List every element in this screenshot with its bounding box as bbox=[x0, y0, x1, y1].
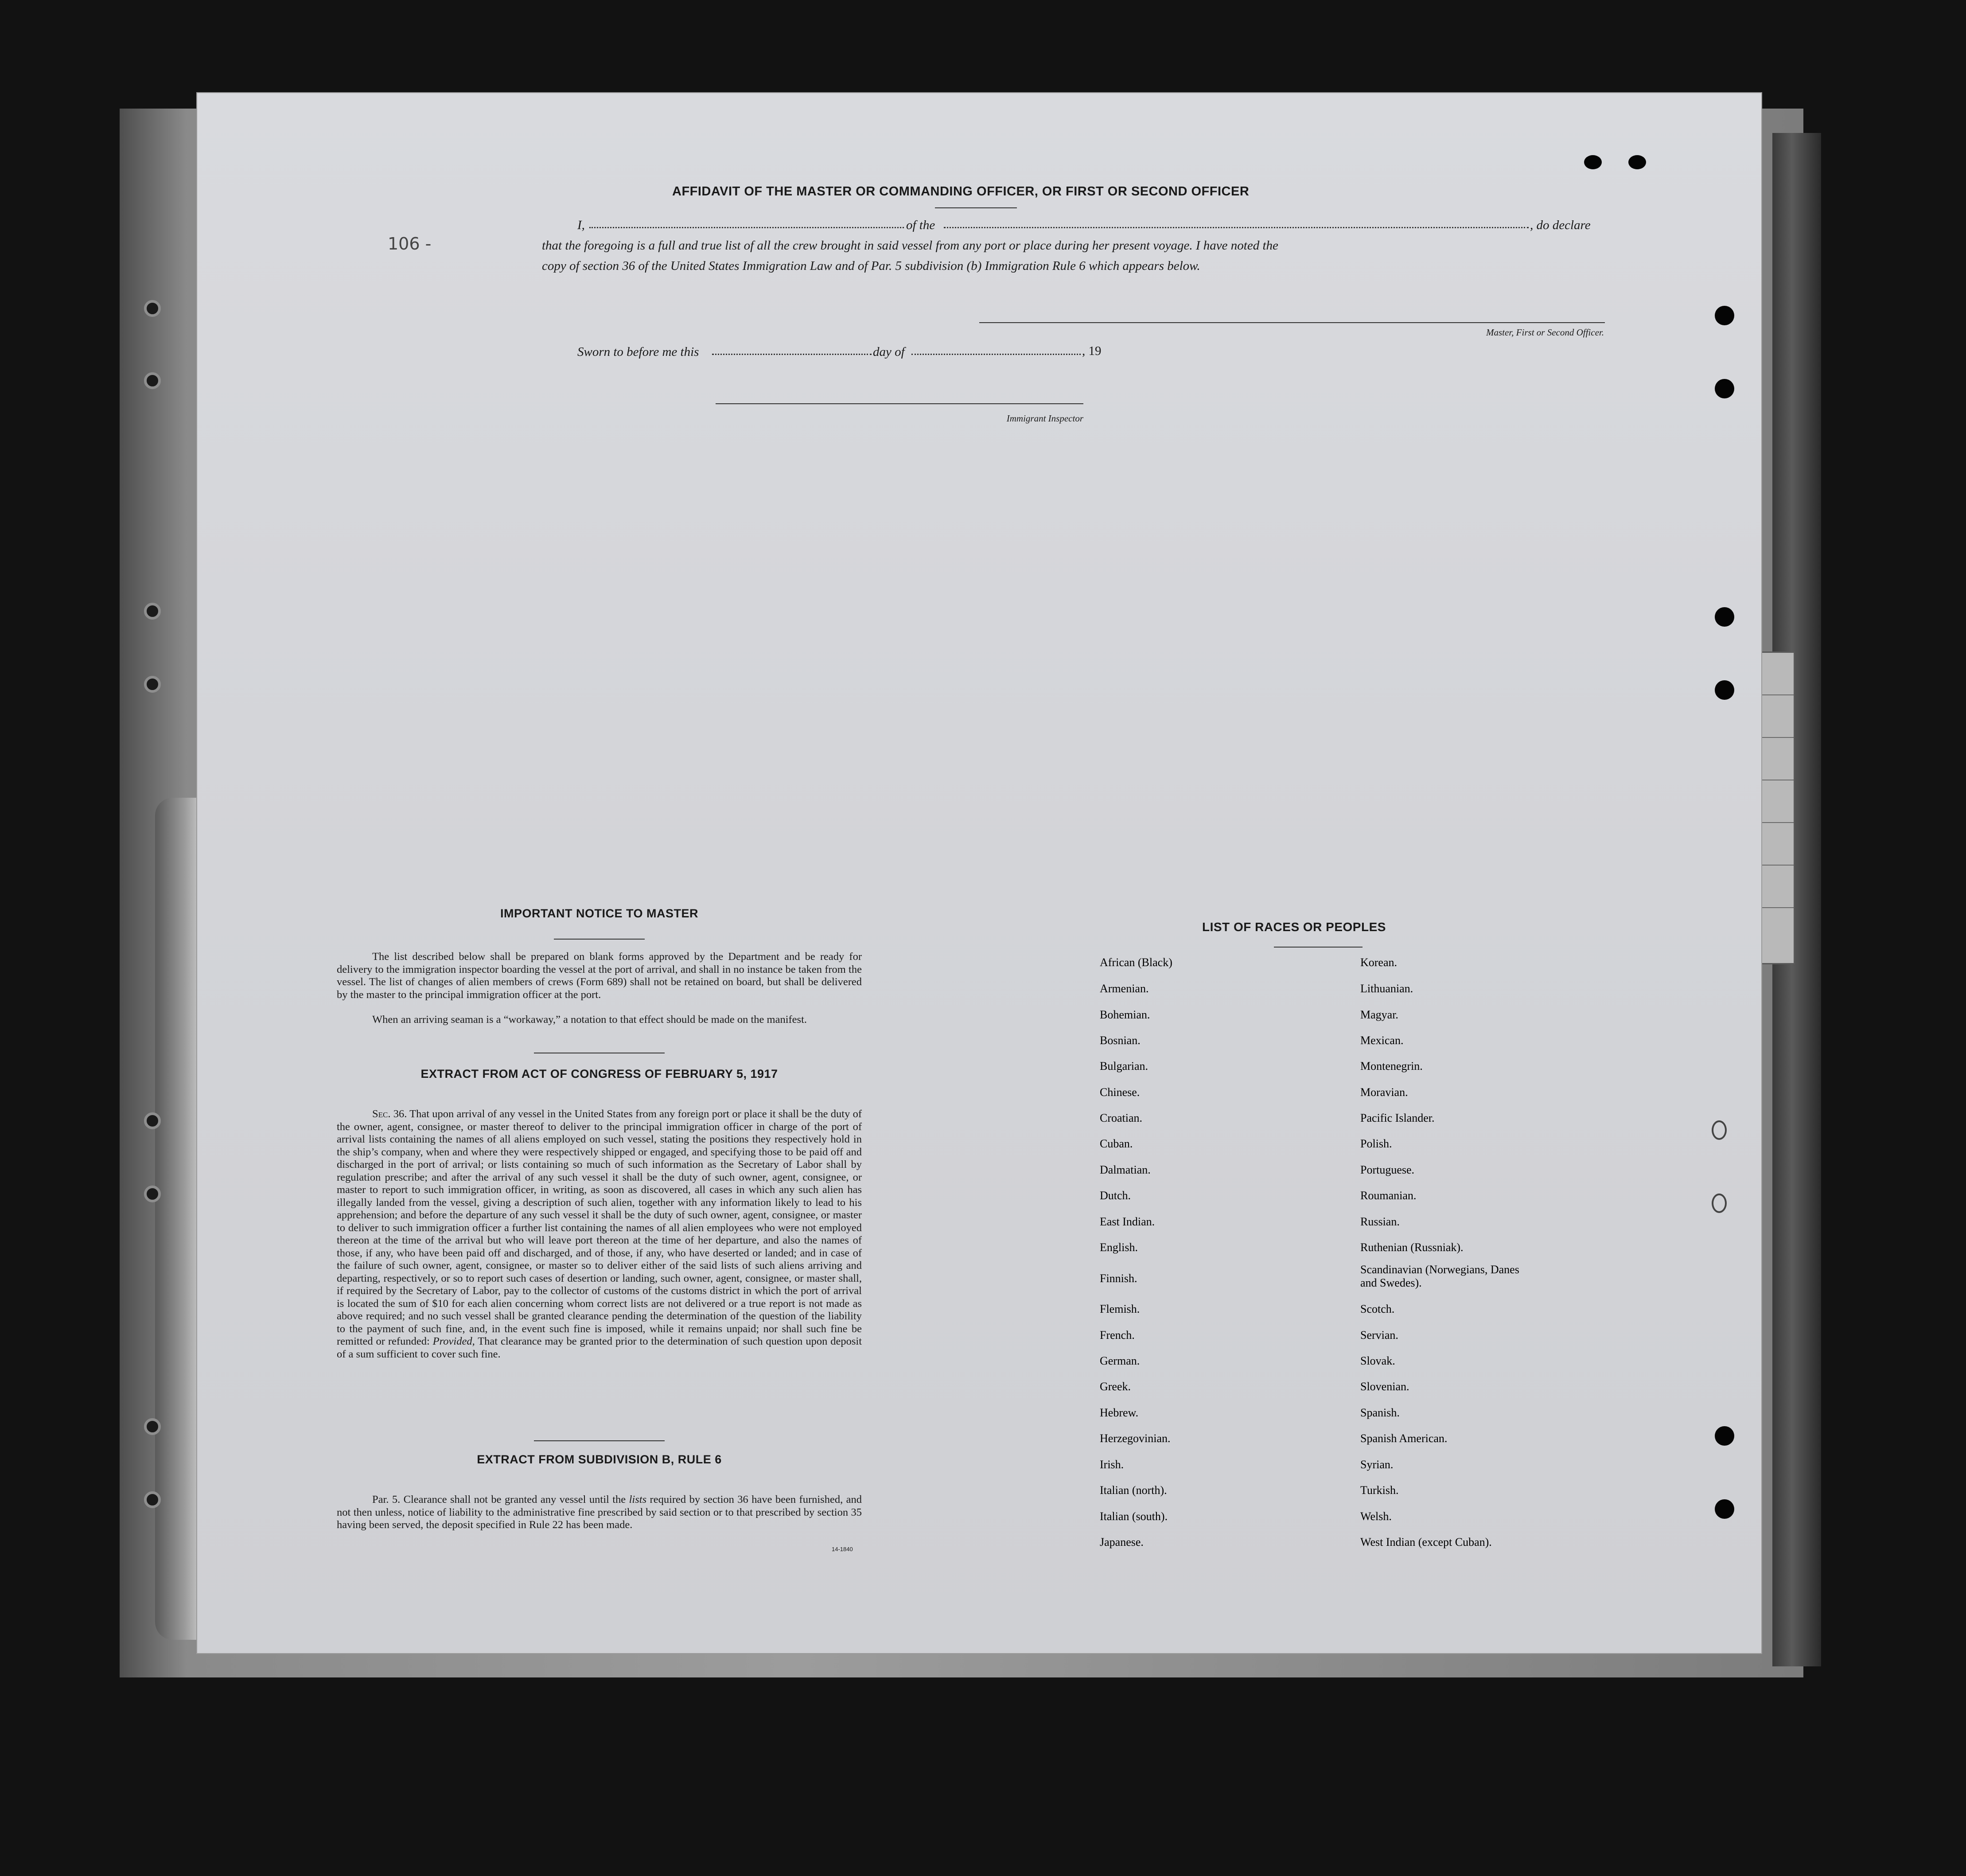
races-title: LIST OF RACES OR PEOPLES bbox=[1202, 920, 1386, 934]
binder-hole bbox=[144, 1186, 161, 1202]
affidavit-title: AFFIDAVIT OF THE MASTER OR COMMANDING OFFICER, OR FIRST OR SECOND OFFICER bbox=[672, 184, 1250, 199]
of-the-label: of the bbox=[906, 218, 935, 232]
name-blank bbox=[589, 227, 904, 228]
section-36-text-a: That upon arrival of any vessel in the United States from any foreign port or place it shall be the duty of the owner, agent, consignee, or master thereof to deliver to the principal immigration officer in charge of the port of arrival lists containing the names of all aliens employed on such vessel, stating the positions they respectively hold in the ship’s company, when and where they were respectively shipped or engaged, and specifying those to be paid off and discharged in the port of arrival; or lists containing so much of such information as the Secretary of Labor shall by regulation prescribe; and after the arrival of any such vessel it shall be the duty of such owner, agent, consignee, or master to report to such immigration officer, in writing, as soon as discovered, all cases in which any such alien has illegally landed from the vessel, giving a description of such alien, together with any information likely to lead to his apprehension; and before the departure of any such vessel it shall be the duty of such owner, agent, consignee, or master to deliver to such immigration officer a further list containing the names of all alien employees who were not employed thereon at the time of the arrival but who will leave port thereon at the time of her departure, and also the names of those, if any, who have been paid off and discharged, and of those, if any, who have deserted or landed; and in case of the failure of such owner, agent, consignee, or master so to deliver either of the said lists of such aliens arriving and departing, respectively, or so to report such cases of desertion or landing, such owner, agent, consignee, or master shall, if required by the Secretary of Labor, pay to the collector of customs of the customs district in which the port of arrival is located the sum of $10 for each alien concerning whom correct lists are not delivered or a true report is not made as above required; and no such vessel shall be granted clearance pending the determination of the question of the liability to the payment of such fine, and, in the event such fine is imposed, while it remains unpaid; nor shall such fine be remitted or refunded: bbox=[337, 1108, 862, 1347]
binder-hole bbox=[144, 300, 161, 317]
master-signature-line bbox=[979, 322, 1605, 323]
race-item: Flemish. bbox=[1100, 1303, 1140, 1315]
rule-text-b: required by section 36 have been furnished, and not then unless, notice of liability to the administrative fine prescribed by said section or to that prescribed by section 35 having been served, the deposit specified in Rule 22 has been made. bbox=[337, 1494, 862, 1531]
race-item: Cuban. bbox=[1100, 1137, 1133, 1150]
race-item: Magyar. bbox=[1360, 1008, 1398, 1021]
extract-act-text bbox=[337, 1108, 862, 1361]
binder-hole bbox=[144, 1418, 161, 1435]
race-item: African (Black) bbox=[1100, 956, 1172, 969]
vessel-blank bbox=[944, 227, 1529, 228]
section-rule bbox=[534, 1440, 665, 1441]
underlying-form-tab bbox=[1757, 651, 1795, 964]
race-item: Polish. bbox=[1360, 1137, 1392, 1150]
race-item: German. bbox=[1100, 1354, 1140, 1367]
race-item: Chinese. bbox=[1100, 1086, 1140, 1099]
notice-paragraph-2: When an arriving seaman is a “workaway,” a notation to that effect should be made on the manifest. bbox=[372, 1014, 807, 1026]
race-item: Italian (south). bbox=[1100, 1510, 1168, 1523]
race-item: Mexican. bbox=[1360, 1034, 1404, 1047]
race-item: East Indian. bbox=[1100, 1215, 1155, 1228]
rule-text-a: Par. 5. Clearance shall not be granted any vessel until the bbox=[372, 1494, 626, 1505]
race-item: Welsh. bbox=[1360, 1510, 1392, 1523]
race-item: Slovak. bbox=[1360, 1354, 1395, 1367]
race-item: Pacific Islander. bbox=[1360, 1112, 1435, 1124]
binder-hole bbox=[144, 676, 161, 693]
race-item: Spanish American. bbox=[1360, 1432, 1448, 1445]
race-item: Greek. bbox=[1100, 1380, 1131, 1393]
race-item: English. bbox=[1100, 1241, 1138, 1254]
race-item: Croatian. bbox=[1100, 1112, 1143, 1124]
year-prefix: , 19 bbox=[1082, 344, 1102, 358]
title-rule bbox=[935, 207, 1017, 208]
race-item: Russian. bbox=[1360, 1215, 1400, 1228]
race-item: Armenian. bbox=[1100, 982, 1149, 995]
section-label: Sec. 36. bbox=[372, 1108, 407, 1120]
race-item: Japanese. bbox=[1100, 1536, 1144, 1548]
race-item: Roumanian. bbox=[1360, 1189, 1417, 1202]
race-item: Korean. bbox=[1360, 956, 1398, 969]
race-item: Dalmatian. bbox=[1100, 1163, 1151, 1176]
race-item: Bohemian. bbox=[1100, 1008, 1150, 1021]
notice-title: IMPORTANT NOTICE TO MASTER bbox=[500, 907, 698, 920]
punch-hole-outline bbox=[1712, 1120, 1727, 1140]
race-item: Slovenian. bbox=[1360, 1380, 1409, 1393]
sworn-label: Sworn to before me this bbox=[577, 345, 699, 359]
inspector-signature-line bbox=[716, 403, 1083, 404]
lists-word: lists bbox=[629, 1494, 647, 1505]
race-item: Syrian. bbox=[1360, 1458, 1394, 1471]
margin-annotation: 106 - bbox=[388, 234, 432, 254]
affidavit-i-label: I, bbox=[577, 218, 585, 232]
race-item: Bulgarian. bbox=[1100, 1060, 1148, 1073]
race-item: Irish. bbox=[1100, 1458, 1124, 1471]
punch-hole bbox=[1715, 1499, 1734, 1519]
binder-hole bbox=[144, 603, 161, 620]
race-item: Ruthenian (Russniak). bbox=[1360, 1241, 1464, 1254]
race-item: Hebrew. bbox=[1100, 1406, 1139, 1419]
race-item: Lithuanian. bbox=[1360, 982, 1413, 995]
race-item: Spanish. bbox=[1360, 1406, 1400, 1419]
sworn-month-blank bbox=[911, 354, 1081, 355]
document-page bbox=[197, 93, 1761, 1653]
master-caption: Master, First or Second Officer. bbox=[1486, 327, 1604, 338]
race-item: Scotch. bbox=[1360, 1303, 1395, 1315]
form-number: 14-1840 bbox=[832, 1546, 853, 1552]
extract-rule-text bbox=[337, 1494, 862, 1532]
binder-hole bbox=[144, 372, 161, 389]
page-curl bbox=[155, 798, 204, 1640]
race-item: Dutch. bbox=[1100, 1189, 1131, 1202]
binder-hole bbox=[144, 1491, 161, 1508]
race-item: Herzegovinian. bbox=[1100, 1432, 1171, 1445]
race-item: Montenegrin. bbox=[1360, 1060, 1423, 1073]
extract-act-title: EXTRACT FROM ACT OF CONGRESS OF FEBRUARY 5, 1917 bbox=[420, 1067, 778, 1080]
race-item: Italian (north). bbox=[1100, 1484, 1167, 1497]
day-of-label: day of bbox=[873, 345, 905, 359]
race-item: Moravian. bbox=[1360, 1086, 1408, 1099]
race-item: Turkish. bbox=[1360, 1484, 1399, 1497]
race-item: Servian. bbox=[1360, 1329, 1398, 1342]
binder-hole bbox=[144, 1112, 161, 1129]
race-item: Portuguese. bbox=[1360, 1163, 1415, 1176]
punch-hole bbox=[1628, 155, 1646, 169]
race-item: Scandinavian (Norwegians, Danes and Swedes). bbox=[1360, 1263, 1519, 1289]
punch-hole bbox=[1715, 680, 1734, 700]
sworn-day-blank bbox=[712, 354, 872, 355]
punch-hole bbox=[1715, 607, 1734, 627]
race-item: West Indian (except Cuban). bbox=[1360, 1536, 1492, 1548]
notice-paragraph-1: The list described below shall be prepared on blank forms approved by the Department and be ready for delivery to the immigration inspector boarding the vessel at the port of arrival, and shall in no instance be taken from the vessel. The list of changes of alien members of crews (Form 689) shall not be retained on board, but shall be delivered by the master to the principal immigration officer at the port. bbox=[337, 951, 862, 1001]
race-item: Bosnian. bbox=[1100, 1034, 1141, 1047]
inspector-caption: Immigrant Inspector bbox=[1006, 413, 1083, 424]
punch-hole bbox=[1715, 379, 1734, 398]
punch-hole bbox=[1584, 155, 1602, 169]
punch-hole bbox=[1715, 1426, 1734, 1446]
extract-rule-title: EXTRACT FROM SUBDIVISION B, RULE 6 bbox=[477, 1453, 722, 1466]
section-36-text-b: That clearance may be granted prior to the determination of such question upon deposit of a sum sufficient to cover such fine. bbox=[337, 1335, 862, 1360]
provided-word: Provided, bbox=[432, 1335, 475, 1347]
punch-hole bbox=[1715, 306, 1734, 325]
race-item: French. bbox=[1100, 1329, 1135, 1342]
do-declare-label: , do declare bbox=[1530, 218, 1591, 232]
race-item: Finnish. bbox=[1100, 1272, 1137, 1285]
notice-rule bbox=[554, 939, 645, 940]
punch-hole-outline bbox=[1712, 1193, 1727, 1213]
races-rule bbox=[1274, 947, 1363, 948]
affidavit-line-3: copy of section 36 of the United States Immigration Law and of Par. 5 subdivision (b) Immigration Rule 6 which appears below. bbox=[542, 259, 1200, 273]
affidavit-line-2: that the foregoing is a full and true list of all the crew brought in said vessel from any port or place during her present voyage. I have noted the bbox=[542, 238, 1278, 253]
